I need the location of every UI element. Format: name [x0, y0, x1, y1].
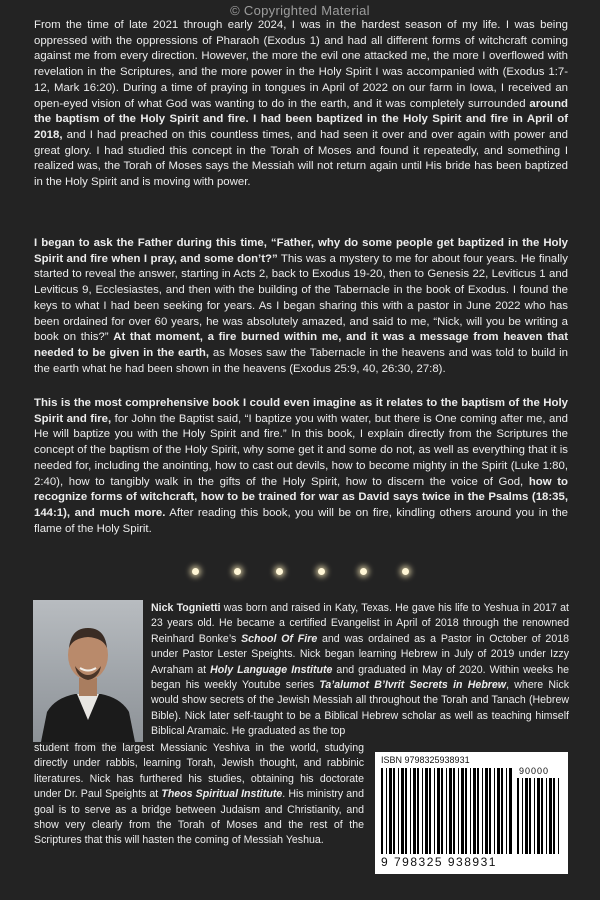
text-run: for John the Baptist said, “I baptize you with water, but there is One coming after me, and He will baptize you with the Holy Spirit and fire.” In this book, I explain directly from the Scriptures the concept of the baptism of the Holy Spirit, why some get it and some do not, as well as everything that it is needed for, including the anointing, how to cast out devils, how to become mighty in the Spirit (Luke 1:80, 2:40), how to tangibly walk in the gifts of the Holy Spirit, how to discern the voice of God,: [34, 412, 568, 488]
text-run: From the time of late 2021 through early 2024, I was in the hardest season of my life. I was being oppressed with the oppressions of Pharaoh (Exodus 1) and had all different forms of witchcraft coming against me from every direction. However, the more the evil one attacked me, the more I overflowed with revelation in the Scriptures, and the more power in the Holy Spirit I was accompanied with (Exodus 1:7-12, Mark 16:20). During a time of praying in tongues in April of 2022 on our farm in Iowa, I received an open-eyed vision of what God was wanting to do in the earth, and it was completely surrounded: [34, 19, 568, 110]
barcode-bar: [485, 768, 488, 854]
barcode-bar: [434, 768, 435, 854]
barcode-bar: [517, 778, 519, 854]
isbn-label: ISBN 9798325938931: [381, 755, 470, 765]
barcode-bar: [381, 768, 383, 854]
barcode-bar: [393, 768, 395, 854]
author-photo: [33, 600, 143, 742]
barcode-bar: [453, 768, 455, 854]
barcode-bar: [422, 768, 423, 854]
barcode-bar: [401, 768, 404, 854]
barcode-bar: [437, 768, 440, 854]
barcode-bar: [429, 768, 431, 854]
text-run: how to recognize forms of witchcraft, how to be trained for war as David says twice in the Psalms (18:35, 144:1), and much more.: [34, 475, 568, 519]
author-name: Nick Tognietti: [151, 602, 221, 614]
text-run: Theos Spiritual Institute: [161, 788, 283, 801]
text-run: and graduated in May of 2020. Within weeks he began his weekly Youtube series: [151, 663, 569, 692]
barcode-bar: [522, 778, 523, 854]
barcode-bar: [494, 768, 495, 854]
barcode-bar: [417, 768, 419, 854]
text-run: as Moses saw the Tabernacle in the heavens and was told to build in the earth what he had been shown in the heavens (Exodus 25:9, 40, 26:30, 27:8).: [34, 346, 568, 375]
author-bio-top: [151, 601, 569, 740]
text-run: School Of Fire: [241, 632, 318, 645]
text-run: After reading this book, you will be on fire, kindling others around you in the flame of the Holy Spirit.: [34, 506, 568, 535]
barcode-bar: [541, 778, 543, 854]
price-code-text: 90000: [519, 766, 550, 776]
glow-dot-icon: [234, 568, 241, 575]
barcode-bar: [413, 768, 416, 854]
text-run: student from the largest Messianic Yeshiva in the world, studying directly under rabbis, learning Torah, Jewish thought, and rabbinic literatures. Nick has furthered his studies, obtaining his doctorate under Dr. Paul Speights at: [34, 742, 364, 801]
ean-digits-text: 9 798325 938931: [381, 855, 497, 869]
text-run: and was ordained as a Pastor in October of 2018 under Pastor Lester Speights. Nick began learning Hebrew in July of 2019 under Izzy Avraham at: [151, 632, 569, 676]
copyright-watermark: © Copyrighted Material: [230, 3, 370, 18]
barcode-bar: [398, 768, 399, 854]
barcode-bar: [386, 768, 387, 854]
barcode-bar: [446, 768, 447, 854]
text-run: I began to ask the Father during this time, “Father, why do some people get baptized in the Holy Spirit and fire when I pray, and some don’t?”: [34, 237, 568, 265]
barcode-bar: [506, 768, 507, 854]
text-run: around the baptism of the Holy Spirit and fire. I had been baptized in the Holy Spirit and fire in April of 2018,: [34, 97, 568, 141]
barcode-bar: [537, 778, 540, 854]
barcode-bar: [482, 768, 483, 854]
barcode-bar: [473, 768, 476, 854]
barcode-bar: [501, 768, 503, 854]
barcode-bar: [410, 768, 411, 854]
barcode-bar: [489, 768, 491, 854]
blurb-paragraph-2: [34, 236, 568, 377]
barcode-bar: [465, 768, 467, 854]
barcode-bar: [449, 768, 452, 854]
blurb-paragraph-3: [34, 396, 568, 537]
text-run: This is the most comprehensive book I could even imagine as it relates to the baptism of the Holy Spirit and fire,: [34, 397, 568, 425]
author-bio-bottom: [34, 741, 364, 849]
barcode-bar: [525, 778, 528, 854]
glow-dot-icon: [360, 568, 367, 575]
barcode-bar: [534, 778, 535, 854]
barcode-bar: [477, 768, 479, 854]
barcode-bar: [441, 768, 443, 854]
barcode-bar: [549, 778, 552, 854]
barcode-bar: [497, 768, 500, 854]
barcode-bar: [546, 778, 547, 854]
barcode-bar: [470, 768, 471, 854]
decorative-dots-divider: [0, 568, 600, 580]
ean-barcode: [381, 768, 513, 854]
barcode-bar: [529, 778, 531, 854]
barcode-bar: [461, 768, 464, 854]
glow-dot-icon: [276, 568, 283, 575]
barcode-bar: [405, 768, 407, 854]
price-addon-barcode: [517, 778, 561, 854]
glow-dot-icon: [318, 568, 325, 575]
glow-dot-icon: [192, 568, 199, 575]
barcode-bar: [509, 768, 512, 854]
barcode-bar: [553, 778, 555, 854]
text-run: This was a mystery to me for about four years. He finally started to reveal the answer, starting in Acts 2, back to Exodus 19-20, then to Genesis 22, Leviticus 1 and Leviticus 9, Ecclesiastes, and then with the building of the Tabernacle in the book of Exodus. I found the keys to what I had been seeking for years. As I began sharing this with a pastor in June 2022 who has been ordained for over 60 years, he was absolutely amazed, and said to me, “Nick, will you be writing a book on this?”: [34, 252, 568, 344]
text-run: Holy Language Institute: [210, 663, 333, 676]
text-run: . His ministry and goal is to serve as a bridge between Judaism and Christianity, and show very clearly from the Torah of Moses and the rest of the Scriptures that this will hasten the coming of Messiah Yeshua.: [34, 788, 364, 847]
barcode-bar: [425, 768, 428, 854]
barcode-bar: [458, 768, 459, 854]
barcode-bar: [558, 778, 559, 854]
text-run: , where Nick would show secrets of the Jewish Messiah all throughout the Torah and Tanach (Hebrew Bible). Nick later self-taught to be a Biblical Hebrew scholar as well as teaching himself Biblical Aramaic. He graduated as the top: [151, 679, 570, 738]
text-run: Ta’alumot B’Ivrit Secrets in Hebrew: [319, 679, 507, 692]
isbn-barcode-box: [375, 752, 568, 874]
text-run: was born and raised in Katy, Texas. He gave his life to Yeshua in 2017 at 23 years old. He became a certified Evangelist in April of 2018 through the renowned Reinhard Bonke’s: [151, 602, 569, 645]
barcode-bar: [389, 768, 392, 854]
glow-dot-icon: [402, 568, 409, 575]
blurb-paragraph-1: [34, 18, 568, 191]
text-run: At that moment, a fire burned within me, and it was a message from heaven that needed to be given in the earth,: [34, 331, 568, 359]
text-run: and I had preached on this countless times, and had seen it over and over again with power and great glory. I had studied this concept in the Torah of Moses and found it repeatedly, and something I realized was, the Torah of Moses says the Messiah will not return again until His bride has been baptized in the Holy Spirit and is moving with power.: [34, 128, 568, 189]
